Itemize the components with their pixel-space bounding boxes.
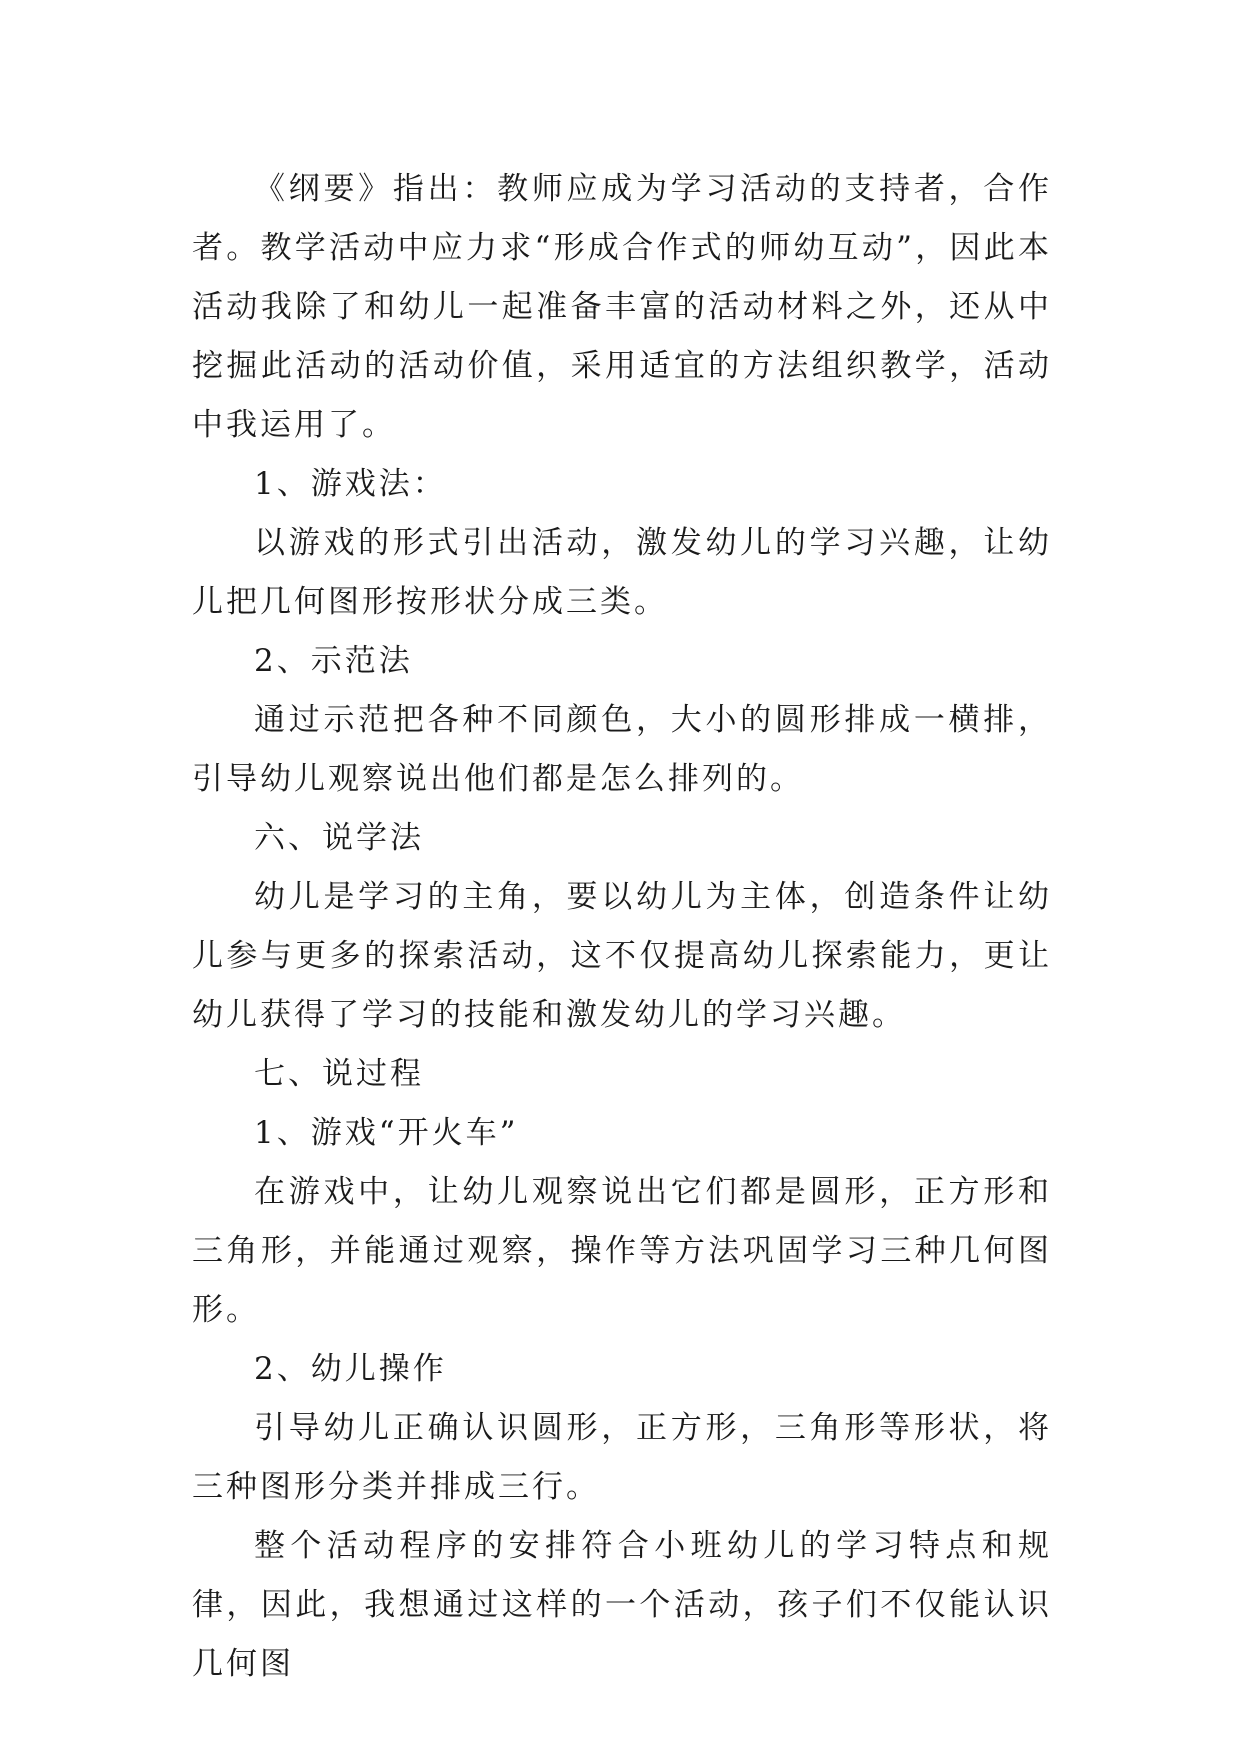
heading-learning-method: 六、说学法 [254, 820, 424, 856]
heading-demonstration-method: 2、示范法 [254, 643, 413, 679]
heading-game-method: 1、游戏法： [254, 466, 447, 502]
paragraph-learning-method: 幼儿是学习的主角，要以幼儿为主体，创造条件让幼儿参与更多的探索活动，这不仅提高幼儿探索能力，更让幼儿获得了学习的技能和激发幼儿的学习兴趣。 [192, 879, 1052, 1033]
paragraph-intro: 《纲要》指出：教师应成为学习活动的支持者，合作者。教学活动中应力求“形成合作式的师幼互动”，因此本活动我除了和幼儿一起准备丰富的活动材料之外，还从中挖掘此活动的活动价值，采用适宜的方法组织教学，活动中我运用了。 [192, 171, 1052, 443]
paragraph-demonstration-method: 通过示范把各种不同颜色，大小的圆形排成一横排，引导幼儿观察说出他们都是怎么排列的。 [192, 702, 1052, 797]
heading-process: 七、说过程 [254, 1056, 424, 1092]
paragraph-game-method: 以游戏的形式引出活动，激发幼儿的学习兴趣，让幼儿把几何图形按形状分成三类。 [192, 525, 1052, 620]
paragraph-summary: 整个活动程序的安排符合小班幼儿的学习特点和规律，因此，我想通过这样的一个活动，孩子们不仅能认识几何图 [192, 1528, 1052, 1682]
document-body [192, 160, 1052, 1694]
paragraph-train-game: 在游戏中，让幼儿观察说出它们都是圆形，正方形和三角形，并能通过观察，操作等方法巩固学习三种几何图形。 [192, 1174, 1052, 1328]
heading-child-operation: 2、幼儿操作 [254, 1351, 447, 1387]
paragraph-child-operation: 引导幼儿正确认识圆形，正方形，三角形等形状，将三种图形分类并排成三行。 [192, 1410, 1052, 1505]
heading-train-game: 1、游戏“开火车” [254, 1115, 519, 1151]
